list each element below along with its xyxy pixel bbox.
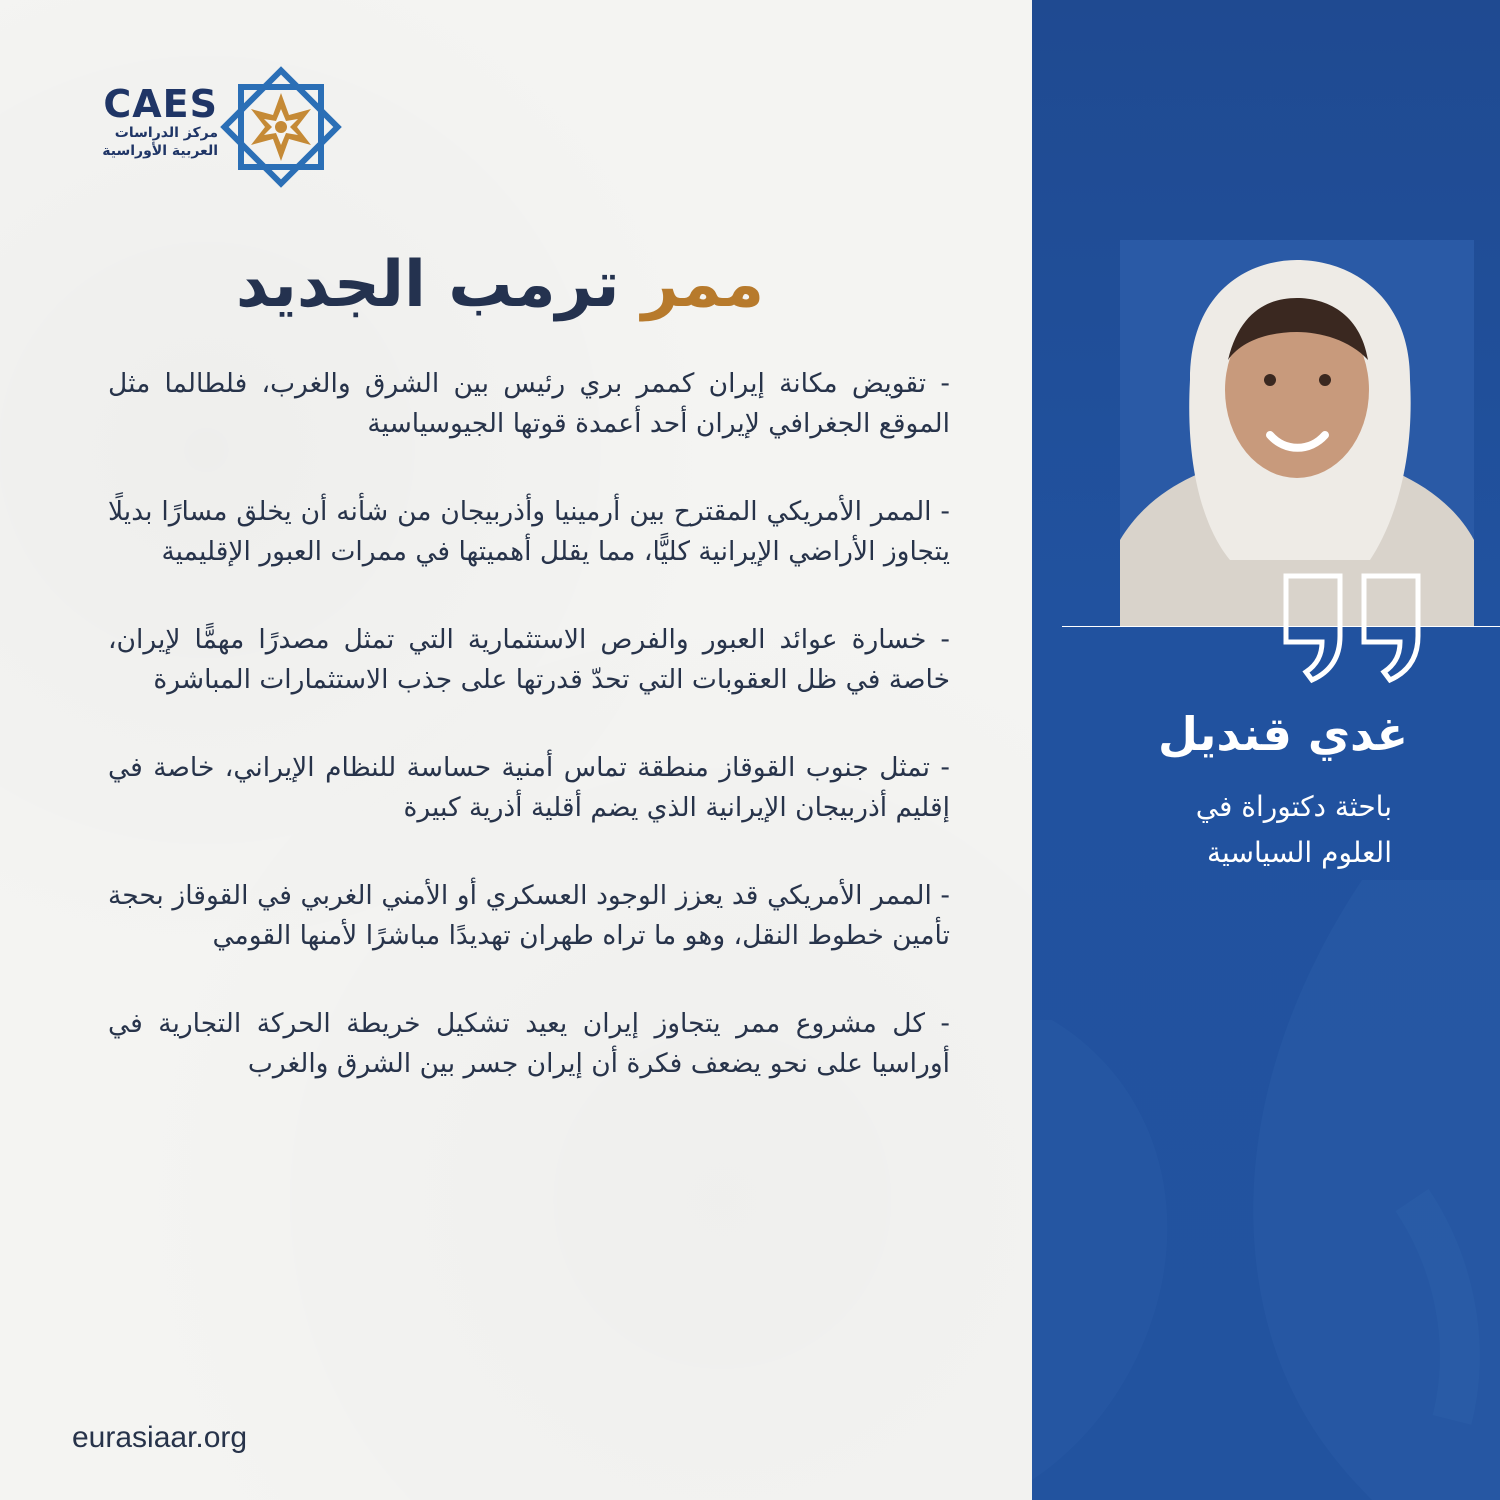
bullet-item: - كل مشروع ممر يتجاوز إيران يعيد تشكيل خريطة الحركة التجارية في أوراسيا على نحو يضعف فكرة أن إيران جسر بين الشرق والغرب — [108, 1008, 950, 1079]
bullet-item: - الممر الأمريكي المقترح بين أرمينيا وأذربيجان من شأنه أن يخلق مسارًا بديلًا يتجاوز الأراضي الإيرانية كليًّا، مما يقلل أهميتها في ممرات العبور الإقليمية — [108, 496, 950, 567]
logo-text — [80, 84, 218, 160]
bullet-list — [108, 364, 950, 1132]
author-role — [1072, 784, 1392, 876]
star-in-octagon-icon — [220, 66, 342, 188]
panel-divider — [1062, 626, 1500, 627]
title-accent: ممر — [641, 248, 765, 322]
bullet-item: - تقويض مكانة إيران كممر بري رئيس بين الشرق والغرب، فلطالما مثل الموقع الجغرافي لإيران أحد أعمدة قوتها الجيوسياسية — [108, 368, 950, 439]
website-url[interactable]: eurasiaar.org — [72, 1421, 248, 1454]
author-panel — [1032, 0, 1500, 1500]
author-role-line-1: باحثة دكتوراة في — [1195, 790, 1392, 823]
author-role-line-2: العلوم السياسية — [1207, 836, 1392, 869]
caes-logo — [80, 66, 345, 191]
author-name: غدي قنديل — [1158, 707, 1408, 761]
logo-name-line-1: مركز الدراسات — [114, 125, 218, 141]
logo-name-line-2: العربية الأوراسية — [102, 143, 218, 159]
title-main: ترمب الجديد — [235, 248, 620, 322]
bullet-item: - الممر الأمريكي قد يعزز الوجود العسكري أو الأمني الغربي في القوقاز بحجة تأمين خطوط النقل، وهو ما تراه طهران تهديدًا مباشرًا لأمنها القومي — [108, 880, 950, 951]
bullet-item: - خسارة عوائد العبور والفرص الاستثمارية التي تمثل مصدرًا مهمًّا لإيران، خاصة في ظل العقوبات التي تحدّ قدرتها على جذب الاستثمارات المباشرة — [108, 624, 950, 695]
closing-quote-icon — [1282, 572, 1424, 684]
page-title — [160, 240, 840, 330]
bullet-item: - تمثل جنوب القوقاز منطقة تماس أمنية حساسة للنظام الإيراني، خاصة في إقليم أذربيجان الإيرانية الذي يضم أقلية أذرية كبيرة — [108, 752, 950, 823]
author-photo — [1120, 240, 1474, 626]
logo-abbreviation: CAES — [103, 82, 218, 126]
